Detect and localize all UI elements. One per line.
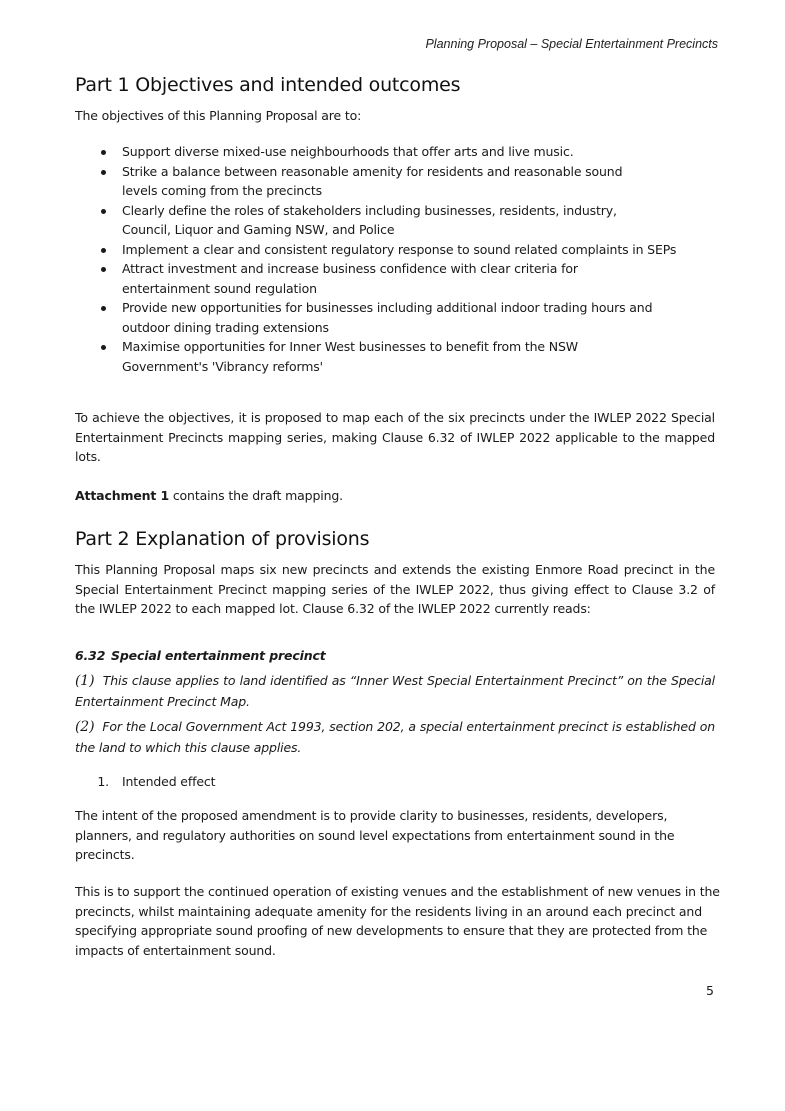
bullet-icon bbox=[101, 306, 106, 311]
objectives-list bbox=[75, 142, 695, 376]
bullet-icon bbox=[101, 345, 106, 350]
part1-intro: The objectives of this Planning Proposal are to: bbox=[75, 108, 362, 123]
bullet-icon bbox=[101, 209, 106, 214]
list-item: Provide new opportunities for businesses including additional indoor trading hours and outdoor dining trading extensions bbox=[75, 298, 695, 337]
list-item: Maximise opportunities for Inner West businesses to benefit from the NSW Government's 'Vibrancy reforms' bbox=[75, 337, 695, 376]
support-paragraph: This is to support the continued operation of existing venues and the establishment of new venues in the precincts, whilst maintaining adequate amenity for the residents living in an around each precinct and specifying appropriate sound proofing of new developments to ensure that they are protected from the impacts of entertainment sound. bbox=[75, 884, 720, 958]
intended-effect-list bbox=[75, 772, 215, 792]
attachment-note: Attachment 1 contains the draft mapping. bbox=[75, 488, 343, 503]
list-item: Implement a clear and consistent regulatory response to sound related complaints in SEPs bbox=[75, 240, 695, 260]
subclause-1: (1) This clause applies to land identified as “Inner West Special Entertainment Precinct” on the Special Entertainment Precinct Map. bbox=[75, 673, 715, 709]
bullet-icon bbox=[101, 170, 106, 175]
clause-number: 6.32 bbox=[75, 648, 106, 663]
list-item: Clearly define the roles of stakeholders including businesses, residents, industry, Council, Liquor and Gaming NSW, and Police bbox=[75, 201, 695, 240]
list-item: Support diverse mixed-use neighbourhoods that offer arts and live music. bbox=[75, 142, 695, 162]
list-item: 1. Intended effect bbox=[97, 774, 216, 789]
page-number: 5 bbox=[706, 983, 714, 998]
bullet-icon bbox=[101, 267, 106, 272]
running-header: Planning Proposal – Special Entertainment Precincts bbox=[425, 37, 718, 51]
attachment-link-text: Attachment 1 bbox=[75, 488, 169, 503]
part1-heading: Part 1 Objectives and intended outcomes bbox=[75, 74, 461, 96]
list-item: Attract investment and increase business confidence with clear criteria for entertainment sound regulation bbox=[75, 259, 695, 298]
clause-title: 6.32 Special entertainment precinct bbox=[75, 646, 715, 666]
list-item: Strike a balance between reasonable amenity for residents and reasonable sound levels coming from the precincts bbox=[75, 162, 695, 201]
achieve-paragraph: To achieve the objectives, it is proposed to map each of the six precincts under the IWLEP 2022 Special Entertainment Precincts mapping series, making Clause 6.32 of IWLEP 2022 applicable to the mapped lots. bbox=[75, 410, 715, 464]
subclause-2: (2) For the Local Government Act 1993, section 202, a special entertainment precinct is established on the land to which this clause applies. bbox=[75, 719, 715, 755]
intent-paragraph: The intent of the proposed amendment is to provide clarity to businesses, residents, developers, planners, and regulatory authorities on sound level expectations from entertainment sound in the precincts. bbox=[75, 808, 675, 862]
part2-heading: Part 2 Explanation of provisions bbox=[75, 528, 370, 550]
bullet-icon bbox=[101, 150, 106, 155]
bullet-icon bbox=[101, 248, 106, 253]
part2-intro: This Planning Proposal maps six new precincts and extends the existing Enmore Road precinct in the Special Entertainment Precinct mapping series of the IWLEP 2022, thus giving effect to Clause 3.2 of the IWLEP 2022 to each mapped lot. Clause 6.32 of the IWLEP 2022 currently reads: bbox=[75, 562, 715, 616]
